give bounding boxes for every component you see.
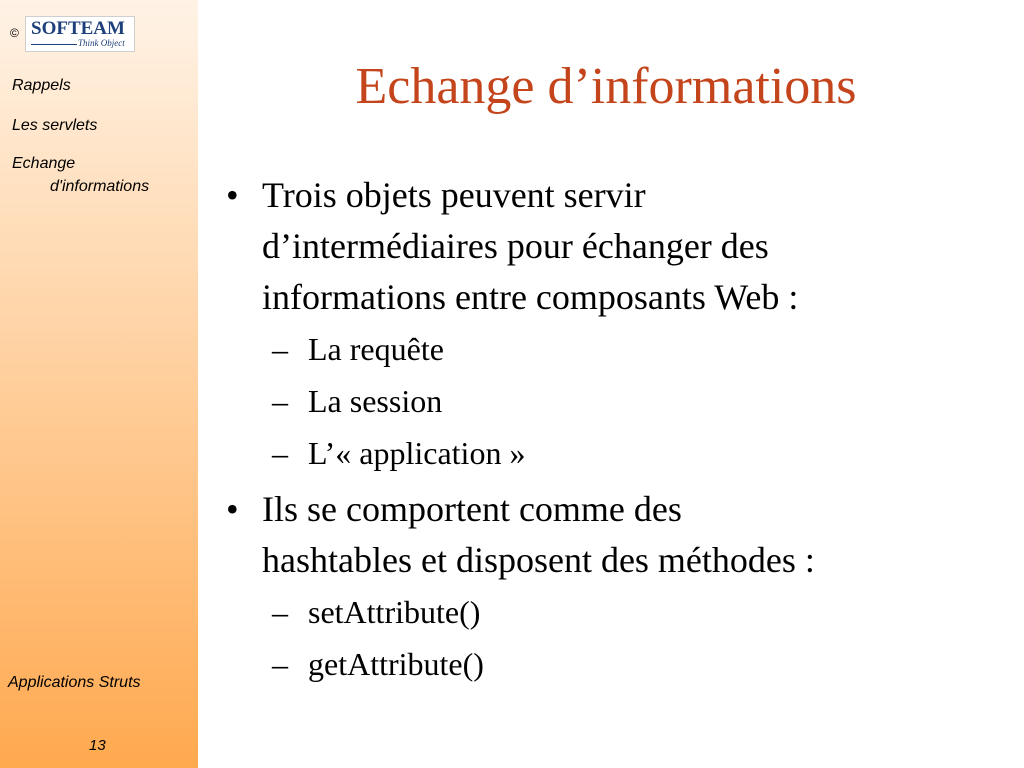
logo-tagline: Think Object [78, 38, 125, 48]
sub-bullet-text: La requête [308, 331, 444, 367]
sub-bullet-text: getAttribute() [308, 646, 484, 682]
bullet-line: d’intermédiaires pour échanger des [262, 226, 769, 266]
dash-marker: – [272, 331, 288, 367]
sub-bullet-item [222, 427, 1012, 479]
nav-item-label-line1: Echange [12, 155, 76, 172]
dash-marker: – [272, 383, 288, 419]
bullet-item [222, 170, 1012, 323]
nav-item-rappels[interactable] [12, 74, 71, 97]
softeam-logo [25, 16, 135, 52]
sub-bullet-item [222, 375, 1012, 427]
sub-bullet-item [222, 323, 1012, 375]
bullet-line: • Ils se comportent comme des [262, 489, 682, 529]
sidebar [0, 0, 198, 768]
nav-item-label: Rappels [12, 77, 71, 94]
sub-bullet-item [222, 638, 1012, 690]
bullet-line: hashtables et disposent des méthodes : [262, 540, 815, 580]
nav-item-les-servlets[interactable] [12, 114, 97, 137]
bullet-item [222, 484, 1012, 586]
slide-title: Echange d’informations [355, 58, 857, 115]
page-number: 13 [89, 737, 106, 754]
dash-marker: – [272, 435, 288, 471]
nav-item-echange-informations[interactable] [12, 152, 149, 198]
copyright-symbol: © [10, 26, 19, 40]
logo-underline [31, 44, 77, 45]
sub-bullet-item [222, 586, 1012, 638]
slide-content [222, 170, 1012, 690]
dash-marker: – [272, 594, 288, 630]
logo-name: SOFTEAM [31, 18, 125, 39]
sub-bullet-text: La session [308, 383, 443, 419]
sub-bullet-text: setAttribute() [308, 594, 481, 630]
presentation-title: Applications Struts [8, 674, 141, 691]
bullet-line: • Trois objets peuvent servir [262, 175, 646, 215]
sub-bullet-text: L’« application » [308, 435, 526, 471]
dash-marker: – [272, 646, 288, 682]
nav-item-label-line2: d'informations [50, 178, 150, 195]
bullet-line: informations entre composants Web : [262, 277, 799, 317]
nav-item-label: Les servlets [12, 117, 98, 134]
